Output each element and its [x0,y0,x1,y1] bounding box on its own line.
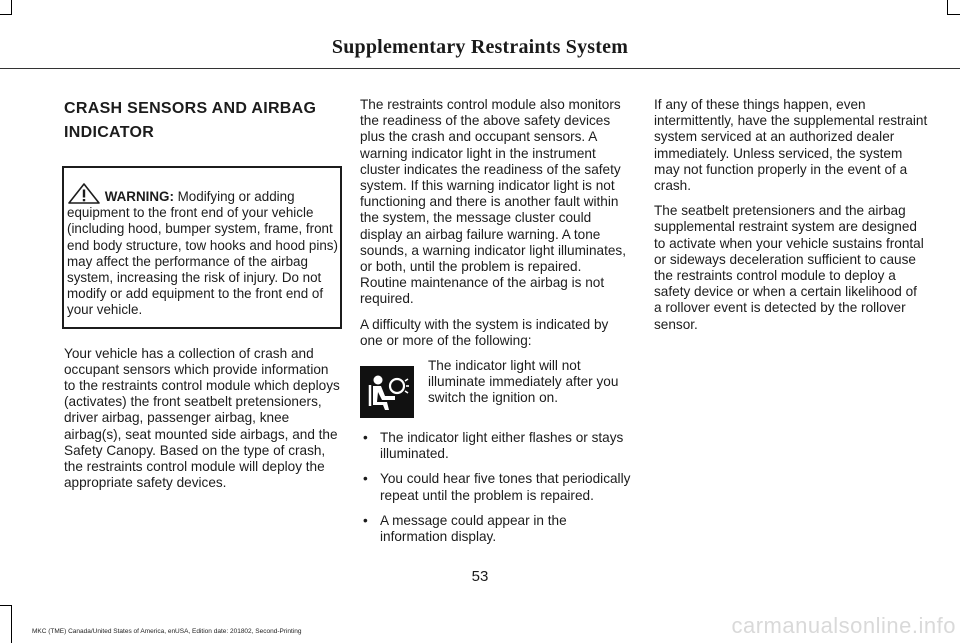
column-3 [654,97,928,342]
list-item [360,430,632,462]
airbag-indicator-icon [360,366,414,418]
list-item-text: A message could appear in the information display. [380,512,567,545]
crop-mark-bottom-left-h [0,605,12,606]
section-title-line-2: INDICATOR [64,124,155,141]
list-item-text: You could hear five tones that periodically repeat until the problem is repaired. [380,471,631,503]
crop-mark-top-left-h [0,14,12,15]
crop-mark-top-right-h [947,14,960,15]
column-3-paragraph-1: If any of these things happen, even intermittently, have the supplemental restraint system serviced at an authorized dealer immediately. Unless serviced, the system may not function properly in the event of a crash. [654,97,928,194]
section-title-line-1: CRASH SENSORS AND AIRBAG [64,100,317,117]
indicator-description: The indicator light will not illuminate immediately after you switch the ignition on. [428,358,619,406]
header-divider [0,68,960,69]
column-2 [360,97,632,554]
column-1-paragraph-1: Your vehicle has a collection of crash and occupant sensors which provide information to the restraints control module which deploys (activates) the front seatbelt pretensioners, driver airbag, passenger airbag, knee airbag(s), seat mounted side airbags, and the Safety Canopy. Based on the type of crash, the restraints control module will deploy the appropriate safety devices. [64,345,340,491]
crop-mark-top-left-v [11,0,12,14]
page-header-title: Supplementary Restraints System [331,36,629,58]
indicator-row [360,358,632,418]
warning-label: WARNING: [104,189,174,204]
symptom-list [360,430,632,545]
warning-text: Modifying or adding equipment to the front end of your vehicle (including hood, bumper system, frame, front end body structure, tow hooks and hood pins) may affect the performance of the airbag system, increasing the risk of injury. Do not modify or add equipment to the front end of your vehicle. [67,189,338,318]
warning-box [62,166,342,329]
column-1 [64,97,342,500]
section-title [64,97,342,145]
crop-mark-top-right-v [947,0,948,14]
watermark: carmanualsonline.info [731,613,956,638]
list-item [360,513,632,545]
column-2-paragraph-1: The restraints control module also monitors the readiness of the above safety devices plus the crash and occupant sensors. A warning indicator light in the instrument cluster indicates the readiness of the safety system. If this warning indicator light is not functioning and there is another fault within the system, the message cluster could display an airbag failure warning. A tone sounds, a warning indicator light illuminates, or both, until the problem is repaired. Routine maintenance of the airbag is not required. [360,97,626,307]
warning-triangle-icon [67,182,101,204]
bullet-symbol: • [363,430,368,446]
list-item-text: The indicator light either flashes or stays illuminated. [380,430,624,462]
bullet-symbol: • [363,512,368,528]
column-3-paragraph-2: The seatbelt pretensioners and the airbag supplemental restraint system are designed to activate when your vehicle sustains frontal or sideways deceleration sufficient to cause the restraints control module to deploy a safety device or when a certain likelihood of a rollover event is detected by the rollover sensor. [654,203,924,332]
column-2-paragraph-2: A difficulty with the system is indicated by one or more of the following: [360,316,609,348]
page-number: 53 [471,568,489,585]
bullet-symbol: • [363,471,368,487]
list-item [360,471,632,503]
crop-mark-bottom-left-v [11,605,12,643]
edition-footer: MKC (TME) Canada/United States of America, enUSA, Edition date: 201802, Second-Printing [32,628,302,635]
